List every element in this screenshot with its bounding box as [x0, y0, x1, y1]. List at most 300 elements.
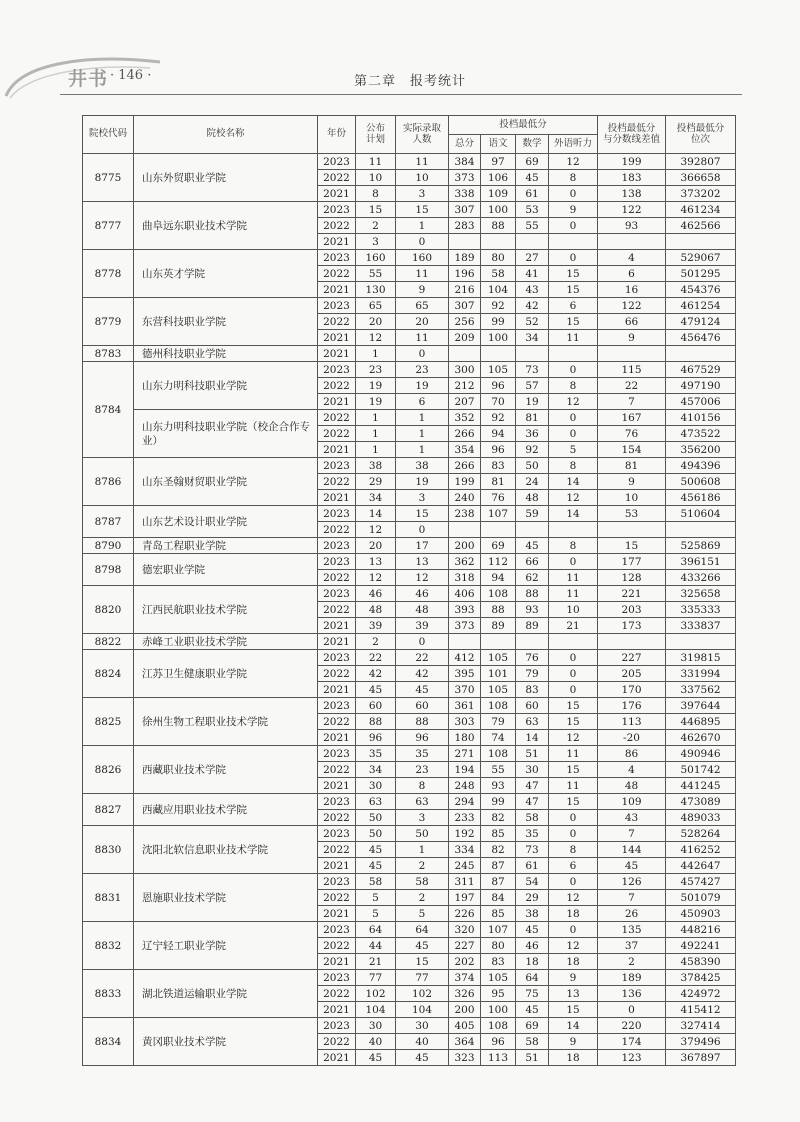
chapter-title: 第二章 报考统计 — [354, 74, 467, 89]
cell-rank: 497190 — [666, 378, 736, 394]
cell-foreign: 0 — [549, 554, 598, 570]
cell-rank: 442647 — [666, 858, 736, 874]
cell-admitted: 3 — [396, 810, 449, 826]
cell-plan: 58 — [356, 874, 396, 890]
cell-rank: 501295 — [666, 266, 736, 282]
cell-plan: 5 — [356, 890, 396, 906]
cell-year: 2022 — [318, 218, 356, 234]
cell-rank: 448216 — [666, 922, 736, 938]
cell-admitted: 60 — [396, 698, 449, 714]
cell-math: 69 — [516, 1018, 549, 1034]
cell-math: 45 — [516, 1002, 549, 1018]
cell-school-name: 曲阜远东职业技术学院 — [134, 202, 318, 250]
header-math: 数学 — [516, 135, 549, 154]
cell-diff: 135 — [598, 922, 666, 938]
header-code: 院校代码 — [83, 116, 134, 154]
cell-chinese: 85 — [481, 826, 516, 842]
cell-school-name: 西藏职业技术学院 — [134, 746, 318, 794]
cell-plan: 130 — [356, 282, 396, 298]
cell-math: 47 — [516, 778, 549, 794]
cell-chinese: 69 — [481, 538, 516, 554]
cell-foreign: 8 — [549, 842, 598, 858]
cell-year: 2021 — [318, 186, 356, 202]
page-number: · 146 · — [110, 68, 152, 83]
cell-diff: -20 — [598, 730, 666, 746]
cell-diff: 205 — [598, 666, 666, 682]
cell-rank: 525869 — [666, 538, 736, 554]
cell-school-code: 8779 — [83, 298, 134, 346]
cell-year: 2022 — [318, 762, 356, 778]
cell-math: 24 — [516, 474, 549, 490]
cell-diff: 227 — [598, 650, 666, 666]
cell-chinese: 94 — [481, 570, 516, 586]
cell-total: 256 — [449, 314, 481, 330]
cell-school-name: 赤峰工业职业技术学院 — [134, 634, 318, 650]
cell-foreign: 15 — [549, 762, 598, 778]
cell-diff: 128 — [598, 570, 666, 586]
cell-admitted: 50 — [396, 826, 449, 842]
cell-chinese: 99 — [481, 794, 516, 810]
cell-chinese: 74 — [481, 730, 516, 746]
cell-year: 2021 — [318, 490, 356, 506]
cell-chinese: 105 — [481, 362, 516, 378]
cell-admitted: 19 — [396, 378, 449, 394]
cell-total: 209 — [449, 330, 481, 346]
cell-plan: 34 — [356, 490, 396, 506]
cell-diff: 7 — [598, 394, 666, 410]
cell-total: 197 — [449, 890, 481, 906]
cell-foreign: 9 — [549, 202, 598, 218]
table-row — [83, 506, 736, 522]
cell-rank — [666, 346, 736, 362]
cell-diff: 189 — [598, 970, 666, 986]
cell-total: 283 — [449, 218, 481, 234]
cell-school-code: 8798 — [83, 554, 134, 586]
cell-diff: 0 — [598, 1002, 666, 1018]
cell-plan: 8 — [356, 186, 396, 202]
cell-school-code: 8822 — [83, 634, 134, 650]
table-row — [83, 634, 736, 650]
cell-year: 2021 — [318, 394, 356, 410]
cell-chinese: 93 — [481, 778, 516, 794]
cell-plan: 46 — [356, 586, 396, 602]
cell-year: 2021 — [318, 618, 356, 634]
cell-foreign: 12 — [549, 890, 598, 906]
cell-diff: 22 — [598, 378, 666, 394]
cell-admitted: 1 — [396, 218, 449, 234]
cell-rank: 461234 — [666, 202, 736, 218]
cell-diff: 144 — [598, 842, 666, 858]
cell-plan: 5 — [356, 906, 396, 922]
cell-total: 352 — [449, 410, 481, 426]
cell-chinese: 58 — [481, 266, 516, 282]
cell-total: 238 — [449, 506, 481, 522]
cell-year: 2023 — [318, 362, 356, 378]
cell-plan: 29 — [356, 474, 396, 490]
cell-math: 81 — [516, 410, 549, 426]
cell-rank: 450903 — [666, 906, 736, 922]
cell-foreign: 15 — [549, 266, 598, 282]
cell-admitted: 39 — [396, 618, 449, 634]
cell-chinese: 113 — [481, 1050, 516, 1066]
cell-chinese: 107 — [481, 506, 516, 522]
cell-year: 2023 — [318, 970, 356, 986]
cell-plan: 60 — [356, 698, 396, 714]
cell-admitted: 64 — [396, 922, 449, 938]
cell-plan: 23 — [356, 362, 396, 378]
cell-admitted: 0 — [396, 346, 449, 362]
cell-plan: 48 — [356, 602, 396, 618]
cell-plan: 160 — [356, 250, 396, 266]
cell-diff: 177 — [598, 554, 666, 570]
cell-math: 45 — [516, 538, 549, 554]
cell-chinese: 92 — [481, 298, 516, 314]
cell-rank: 410156 — [666, 410, 736, 426]
cell-total: 233 — [449, 810, 481, 826]
cell-math: 51 — [516, 746, 549, 762]
cell-school-name: 德宏职业学院 — [134, 554, 318, 586]
table-row — [83, 586, 736, 602]
cell-admitted: 9 — [396, 282, 449, 298]
cell-math: 34 — [516, 330, 549, 346]
cell-plan: 55 — [356, 266, 396, 282]
cell-foreign: 15 — [549, 282, 598, 298]
cell-total: 320 — [449, 922, 481, 938]
cell-foreign: 8 — [549, 170, 598, 186]
cell-diff: 167 — [598, 410, 666, 426]
cell-admitted: 6 — [396, 394, 449, 410]
cell-admitted: 58 — [396, 874, 449, 890]
cell-foreign: 0 — [549, 682, 598, 698]
cell-diff: 109 — [598, 794, 666, 810]
cell-chinese: 97 — [481, 154, 516, 170]
table-body — [83, 154, 736, 1066]
cell-admitted: 17 — [396, 538, 449, 554]
table-row — [83, 650, 736, 666]
admission-table — [82, 115, 736, 1066]
cell-year: 2022 — [318, 602, 356, 618]
cell-chinese — [481, 346, 516, 362]
header-min-score: 投档最低分 — [449, 116, 598, 135]
cell-admitted: 40 — [396, 1034, 449, 1050]
cell-math: 54 — [516, 874, 549, 890]
cell-rank — [666, 522, 736, 538]
cell-diff: 93 — [598, 218, 666, 234]
cell-plan: 11 — [356, 154, 396, 170]
cell-admitted: 104 — [396, 1002, 449, 1018]
table-row — [83, 202, 736, 218]
cell-plan: 30 — [356, 1018, 396, 1034]
cell-total — [449, 522, 481, 538]
cell-year: 2023 — [318, 826, 356, 842]
cell-school-code: 8830 — [83, 826, 134, 874]
cell-diff: 220 — [598, 1018, 666, 1034]
cell-foreign: 18 — [549, 1050, 598, 1066]
cell-rank: 490946 — [666, 746, 736, 762]
cell-rank: 479124 — [666, 314, 736, 330]
cell-plan: 20 — [356, 314, 396, 330]
cell-total: 227 — [449, 938, 481, 954]
cell-rank: 467529 — [666, 362, 736, 378]
cell-admitted: 19 — [396, 474, 449, 490]
cell-rank: 416252 — [666, 842, 736, 858]
cell-admitted: 23 — [396, 362, 449, 378]
cell-diff: 170 — [598, 682, 666, 698]
cell-school-code: 8833 — [83, 970, 134, 1018]
table-row — [83, 346, 736, 362]
cell-diff: 154 — [598, 442, 666, 458]
cell-chinese: 107 — [481, 922, 516, 938]
cell-plan: 2 — [356, 218, 396, 234]
cell-year: 2022 — [318, 522, 356, 538]
cell-diff: 76 — [598, 426, 666, 442]
cell-school-code: 8834 — [83, 1018, 134, 1066]
cell-rank — [666, 634, 736, 650]
cell-diff: 126 — [598, 874, 666, 890]
cell-math: 57 — [516, 378, 549, 394]
cell-math: 61 — [516, 858, 549, 874]
cell-foreign: 15 — [549, 794, 598, 810]
cell-total: 192 — [449, 826, 481, 842]
cell-chinese: 81 — [481, 474, 516, 490]
cell-diff: 113 — [598, 714, 666, 730]
cell-total: 374 — [449, 970, 481, 986]
cell-rank: 379496 — [666, 1034, 736, 1050]
table-row — [83, 298, 736, 314]
cell-foreign: 0 — [549, 250, 598, 266]
cell-admitted: 45 — [396, 1050, 449, 1066]
cell-total: 266 — [449, 426, 481, 442]
cell-rank: 500608 — [666, 474, 736, 490]
table-row — [83, 826, 736, 842]
cell-rank: 433266 — [666, 570, 736, 586]
cell-total: 226 — [449, 906, 481, 922]
cell-total: 200 — [449, 538, 481, 554]
cell-total: 334 — [449, 842, 481, 858]
cell-diff — [598, 234, 666, 250]
cell-rank: 337562 — [666, 682, 736, 698]
cell-plan: 77 — [356, 970, 396, 986]
cell-rank: 335333 — [666, 602, 736, 618]
cell-year: 2023 — [318, 458, 356, 474]
header-plan: 公布 计划 — [356, 116, 396, 154]
cell-chinese — [481, 522, 516, 538]
cell-school-name: 山东力明科技职业学院（校企合作专业） — [134, 410, 318, 458]
cell-plan: 63 — [356, 794, 396, 810]
cell-school-code: 8820 — [83, 586, 134, 634]
cell-foreign: 11 — [549, 586, 598, 602]
cell-chinese: 85 — [481, 906, 516, 922]
cell-admitted: 96 — [396, 730, 449, 746]
cell-school-name: 山东英才学院 — [134, 250, 318, 298]
cell-math: 45 — [516, 922, 549, 938]
cell-plan: 42 — [356, 666, 396, 682]
cell-year: 2023 — [318, 154, 356, 170]
cell-year: 2022 — [318, 426, 356, 442]
cell-rank: 462566 — [666, 218, 736, 234]
cell-plan: 40 — [356, 1034, 396, 1050]
cell-chinese: 99 — [481, 314, 516, 330]
table-row — [83, 362, 736, 378]
cell-plan: 22 — [356, 650, 396, 666]
cell-chinese: 109 — [481, 186, 516, 202]
cell-school-name: 德州科技职业学院 — [134, 346, 318, 362]
cell-total: 300 — [449, 362, 481, 378]
cell-admitted: 63 — [396, 794, 449, 810]
cell-admitted: 48 — [396, 602, 449, 618]
cell-admitted: 13 — [396, 554, 449, 570]
cell-school-name: 湖北铁道运输职业学院 — [134, 970, 318, 1018]
cell-admitted: 11 — [396, 330, 449, 346]
cell-chinese: 100 — [481, 330, 516, 346]
cell-year: 2022 — [318, 410, 356, 426]
cell-admitted: 0 — [396, 234, 449, 250]
cell-rank: 356200 — [666, 442, 736, 458]
cell-chinese: 94 — [481, 426, 516, 442]
cell-math: 58 — [516, 1034, 549, 1050]
cell-diff: 199 — [598, 154, 666, 170]
cell-chinese: 105 — [481, 650, 516, 666]
cell-diff: 7 — [598, 890, 666, 906]
cell-foreign: 0 — [549, 922, 598, 938]
cell-total — [449, 234, 481, 250]
cell-diff: 2 — [598, 954, 666, 970]
cell-total: 384 — [449, 154, 481, 170]
cell-rank: 473522 — [666, 426, 736, 442]
cell-total: 189 — [449, 250, 481, 266]
cell-rank: 331994 — [666, 666, 736, 682]
cell-foreign: 0 — [549, 186, 598, 202]
cell-year: 2022 — [318, 474, 356, 490]
cell-math: 51 — [516, 1050, 549, 1066]
table-row — [83, 698, 736, 714]
header-name: 院校名称 — [134, 116, 318, 154]
cell-year: 2022 — [318, 890, 356, 906]
cell-math: 58 — [516, 810, 549, 826]
cell-total: 393 — [449, 602, 481, 618]
cell-math: 88 — [516, 586, 549, 602]
cell-chinese — [481, 634, 516, 650]
cell-plan: 64 — [356, 922, 396, 938]
cell-total: 207 — [449, 394, 481, 410]
header-admitted: 实际录取 人数 — [396, 116, 449, 154]
cell-rank: 396151 — [666, 554, 736, 570]
cell-math: 42 — [516, 298, 549, 314]
cell-diff: 176 — [598, 698, 666, 714]
header-year: 年份 — [318, 116, 356, 154]
cell-year: 2022 — [318, 570, 356, 586]
cell-year: 2021 — [318, 282, 356, 298]
cell-diff: 123 — [598, 1050, 666, 1066]
cell-year: 2022 — [318, 170, 356, 186]
cell-year: 2023 — [318, 698, 356, 714]
cell-math: 18 — [516, 954, 549, 970]
cell-diff: 173 — [598, 618, 666, 634]
cell-total: 311 — [449, 874, 481, 890]
cell-admitted: 1 — [396, 410, 449, 426]
cell-math: 14 — [516, 730, 549, 746]
cell-chinese: 80 — [481, 250, 516, 266]
cell-year: 2021 — [318, 234, 356, 250]
cell-year: 2021 — [318, 778, 356, 794]
cell-total: 338 — [449, 186, 481, 202]
cell-total: 364 — [449, 1034, 481, 1050]
cell-year: 2023 — [318, 650, 356, 666]
cell-school-code: 8778 — [83, 250, 134, 298]
cell-admitted: 2 — [396, 890, 449, 906]
cell-school-code: 8831 — [83, 874, 134, 922]
cell-math: 60 — [516, 698, 549, 714]
cell-year: 2021 — [318, 442, 356, 458]
cell-year: 2023 — [318, 202, 356, 218]
cell-plan: 96 — [356, 730, 396, 746]
cell-total: 354 — [449, 442, 481, 458]
cell-math: 66 — [516, 554, 549, 570]
brand-logo: 井书 — [68, 68, 109, 90]
cell-rank: 457006 — [666, 394, 736, 410]
cell-math: 59 — [516, 506, 549, 522]
cell-plan: 10 — [356, 170, 396, 186]
cell-admitted: 23 — [396, 762, 449, 778]
cell-school-code: 8826 — [83, 746, 134, 794]
cell-total: 240 — [449, 490, 481, 506]
cell-school-code: 8790 — [83, 538, 134, 554]
cell-chinese: 108 — [481, 1018, 516, 1034]
cell-math: 73 — [516, 362, 549, 378]
cell-plan: 30 — [356, 778, 396, 794]
cell-foreign: 0 — [549, 426, 598, 442]
cell-total: 212 — [449, 378, 481, 394]
cell-total: 405 — [449, 1018, 481, 1034]
cell-plan: 45 — [356, 842, 396, 858]
cell-math — [516, 634, 549, 650]
cell-diff: 66 — [598, 314, 666, 330]
cell-chinese: 106 — [481, 170, 516, 186]
cell-chinese: 82 — [481, 810, 516, 826]
cell-total — [449, 346, 481, 362]
cell-math: 19 — [516, 394, 549, 410]
cell-math: 55 — [516, 218, 549, 234]
cell-plan: 1 — [356, 346, 396, 362]
cell-foreign: 8 — [549, 458, 598, 474]
cell-diff: 9 — [598, 474, 666, 490]
cell-year: 2021 — [318, 346, 356, 362]
cell-math: 48 — [516, 490, 549, 506]
cell-diff: 81 — [598, 458, 666, 474]
cell-school-name: 东营科技职业学院 — [134, 298, 318, 346]
cell-admitted: 0 — [396, 634, 449, 650]
cell-total: 266 — [449, 458, 481, 474]
cell-chinese: 82 — [481, 842, 516, 858]
cell-foreign: 6 — [549, 298, 598, 314]
cell-rank: 446895 — [666, 714, 736, 730]
cell-admitted: 45 — [396, 682, 449, 698]
cell-foreign: 0 — [549, 410, 598, 426]
cell-plan: 1 — [356, 410, 396, 426]
cell-admitted: 0 — [396, 522, 449, 538]
cell-admitted: 8 — [396, 778, 449, 794]
cell-year: 2023 — [318, 506, 356, 522]
cell-rank: 473089 — [666, 794, 736, 810]
cell-chinese: 95 — [481, 986, 516, 1002]
cell-math: 41 — [516, 266, 549, 282]
cell-plan: 45 — [356, 1050, 396, 1066]
cell-admitted: 77 — [396, 970, 449, 986]
cell-total: 370 — [449, 682, 481, 698]
cell-total: 294 — [449, 794, 481, 810]
cell-admitted: 22 — [396, 650, 449, 666]
cell-total: 373 — [449, 618, 481, 634]
